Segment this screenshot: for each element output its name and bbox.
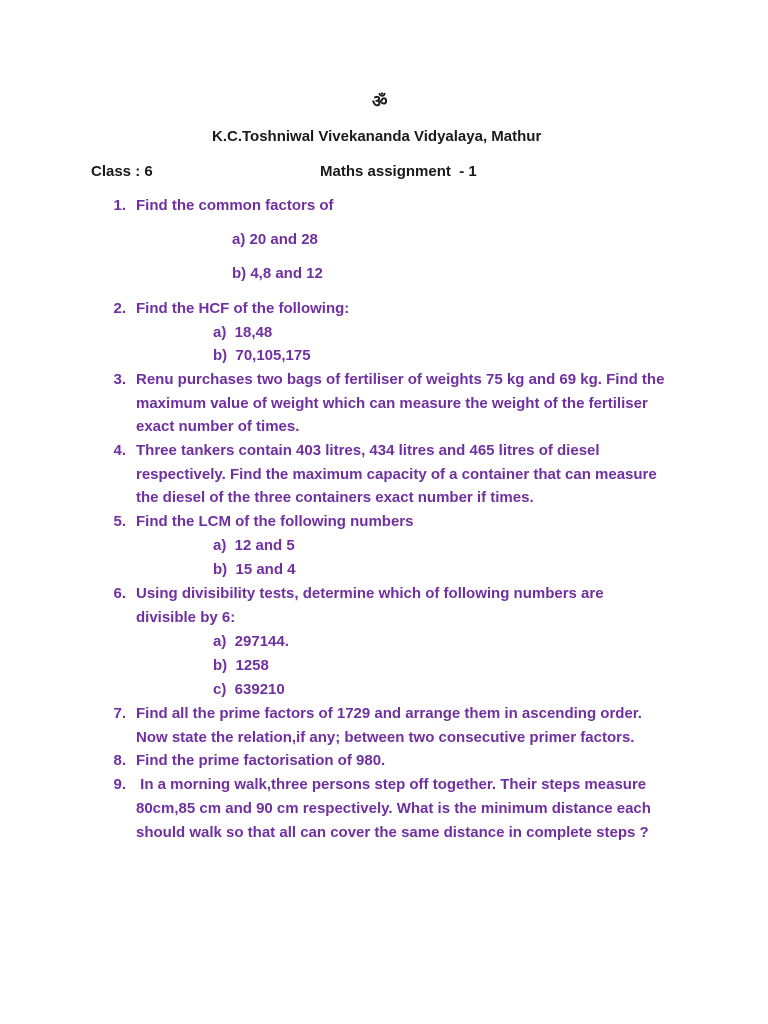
option-a: a) 297144. [213, 633, 289, 650]
question-line-1: Renu purchases two bags of fertiliser of weights 75 kg and 69 kg. Find the [136, 371, 665, 388]
question-line-1: Find all the prime factors of 1729 and arrange them in ascending order. [136, 705, 642, 722]
question-number: 1. [113, 197, 126, 214]
option-c: c) 639210 [213, 681, 285, 698]
question-text: Find the prime factorisation of 980. [136, 752, 386, 769]
question-line-2: maximum value of weight which can measure the weight of the fertiliser [136, 395, 648, 412]
option-b: b) 70,105,175 [213, 347, 311, 364]
question-line-2: Now state the relation,if any; between two consecutive primer factors. [136, 729, 635, 746]
question-line-3: should walk so that all can cover the same distance in complete steps ? [136, 824, 649, 841]
question-number: 5. [113, 513, 126, 530]
question-number: 2. [113, 300, 126, 317]
question-line-3: exact number of times. [136, 418, 300, 435]
question-line-2: divisible by 6: [136, 609, 236, 626]
class-label: Class : 6 [91, 163, 153, 180]
question-line-2: 80cm,85 cm and 90 cm respectively. What is the minimum distance each [136, 800, 651, 817]
option-b: b) 1258 [213, 657, 269, 674]
question-line-1: In a morning walk,three persons step off together. Their steps measure [136, 776, 647, 793]
option-b: b) 15 and 4 [213, 561, 296, 578]
assignment-title: Maths assignment - 1 [320, 163, 477, 180]
question-number: 7. [113, 705, 126, 722]
question-text: Find the LCM of the following numbers [136, 513, 414, 530]
option-a: a) 12 and 5 [213, 537, 295, 554]
om-symbol: ॐ [372, 92, 388, 111]
question-line-1: Using divisibility tests, determine which of following numbers are [136, 585, 604, 602]
option-b: b) 4,8 and 12 [232, 265, 323, 282]
school-name: K.C.Toshniwal Vivekananda Vidyalaya, Mathur [212, 128, 542, 145]
question-number: 3. [113, 371, 126, 388]
question-number: 9. [113, 776, 126, 793]
question-number: 4. [113, 442, 126, 459]
question-line-3: the diesel of the three containers exact number if times. [136, 489, 534, 506]
question-text: Find the HCF of the following: [136, 300, 350, 317]
question-text: Find the common factors of [136, 197, 334, 214]
question-line-1: Three tankers contain 403 litres, 434 litres and 465 litres of diesel [136, 442, 600, 459]
option-a: a) 18,48 [213, 324, 273, 341]
option-a: a) 20 and 28 [232, 231, 318, 248]
question-line-2: respectively. Find the maximum capacity of a container that can measure [136, 466, 657, 483]
question-number: 6. [113, 585, 126, 602]
question-number: 8. [113, 752, 126, 769]
